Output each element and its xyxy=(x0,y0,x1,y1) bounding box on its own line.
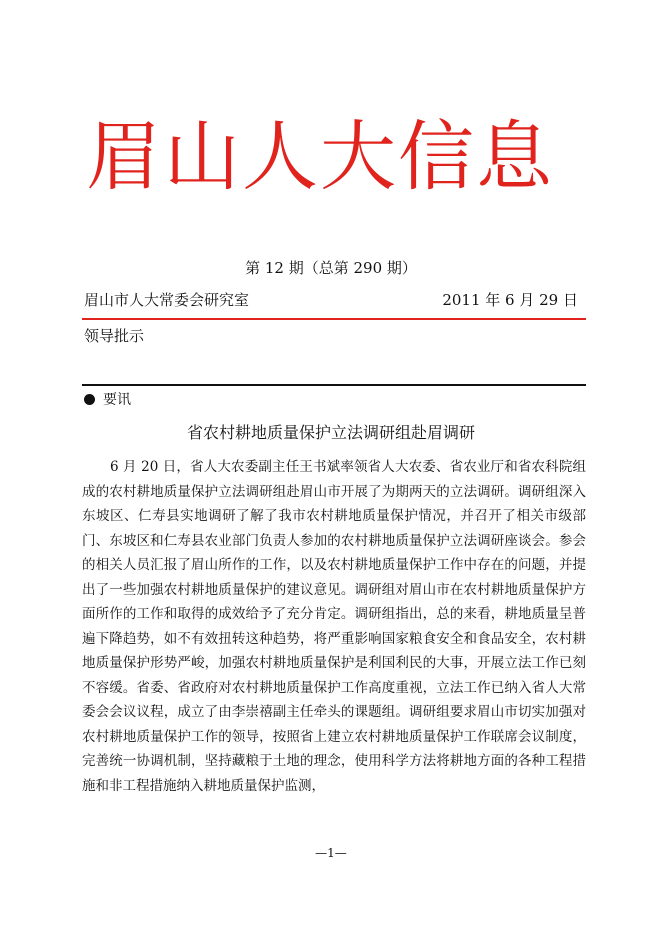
article-headline: 省农村耕地质量保护立法调研组赴眉调研 xyxy=(186,423,475,442)
leader-instructions-label: 领导批示 xyxy=(84,327,145,345)
issue-number: 第 12 期（总第 290 期） xyxy=(245,259,417,277)
bullet-icon xyxy=(84,394,95,405)
red-divider xyxy=(82,318,586,320)
issue-date: 2011 年 6 月 29 日 xyxy=(442,291,578,309)
page-number: —1— xyxy=(315,846,347,860)
section-heading xyxy=(84,390,131,410)
black-divider xyxy=(82,384,586,386)
section-label: 要讯 xyxy=(103,392,131,408)
issuing-office: 眉山市人大常委会研究室 xyxy=(84,291,250,309)
article-body: 6 月 20 日，省人大农委副主任王书斌率领省人大农委、省农业厅和省农科院组成的农村耕地质量保护立法调研组赴眉山市开展了为期两天的立法调研。调研组深入东坡区、仁寿县实地调研了解了我市农村耕地质量保护情况，并召开了相关市级部门、东坡区和仁寿县农业部门负责人参加的农村耕地质量保护立法调研座谈会。参会的相关人员汇报了眉山所作的工作，以及农村耕地质量保护工作中存在的问题，并提出了一些加强农村耕地质量保护的建议意见。调研组对眉山市在农村耕地质量保护方面所作的工作和取得的成效给予了充分肯定。调研组指出，总的来看，耕地质量呈普遍下降趋势，如不有效扭转这种趋势，将严重影响国家粮食安全和食品安全，农村耕地质量保护形势严峻，加强农村耕地质量保护是利国利民的大事，开展立法工作已刻不容缓。省委、省政府对农村耕地质量保护工作高度重视，立法工作已纳入省人大常委会会议议程，成立了由李崇禧副主任牵头的课题组。调研组要求眉山市切实加强对农村耕地质量保护工作的领导，按照省上建立农村耕地质量保护工作联席会议制度，完善统一协调机制，坚持藏粮于土地的理念，使用科学方法将耕地方面的各种工程措施和非工程措施纳入耕地质量保护监测， xyxy=(82,459,586,794)
masthead-title: 眉山人大信息 xyxy=(86,112,554,201)
